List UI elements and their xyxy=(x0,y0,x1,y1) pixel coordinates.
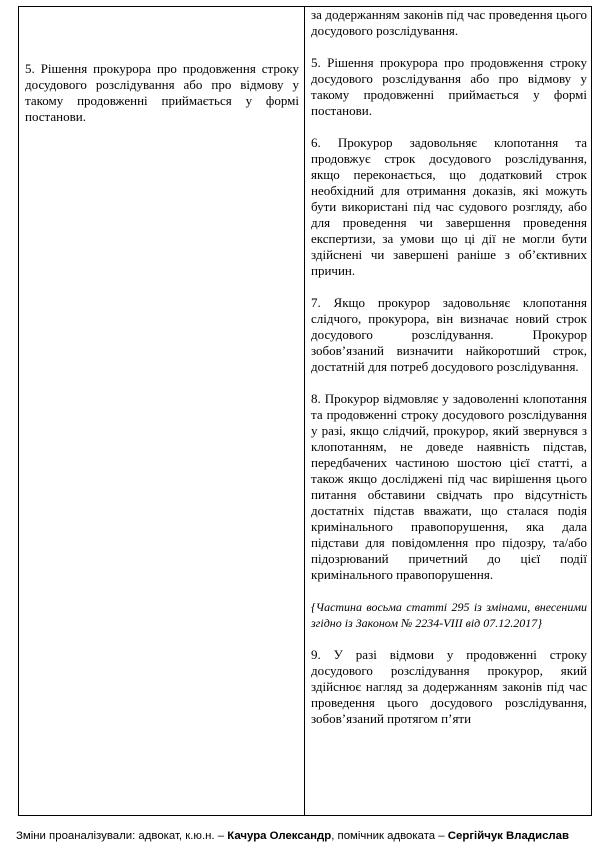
left-column xyxy=(25,61,299,125)
footer-name-1: Качура Олександр xyxy=(227,830,332,842)
footer-name-2: Сергійчук Владислав xyxy=(447,830,569,842)
right-paragraph-8: 8. Прокурор відмовляє у задоволенні клопотання та продовженні строку досудового розслідування у разі, якщо слідчий, прокурор, який звернувся з клопотанням, не доведе наявність підстав, передбачених частиною шостою цієї статті, а також якщо досліджені під час вирішення цього питання обставини свідчать про відсутність достатніх підстав вважати, що сталася подія кримінального правопорушення, яка дала підстави для повідомлення про підозру, та/або підозрюваний причетний до цієї події кримінального правопорушення. xyxy=(311,391,587,582)
footer-prefix: Зміни проаналізували: адвокат, к.ю.н. – xyxy=(16,830,228,842)
footer-middle: , помічник адвоката – xyxy=(331,830,448,842)
footer-credits xyxy=(16,830,596,842)
amendment-note: {Частина восьма статті 295 із змінами, внесеними згідно із Законом № 2234-VIII від 07.12.2017} xyxy=(311,600,587,630)
right-paragraph-5: 5. Рішення прокурора про продовження строку досудового розслідування або про відмову у такому продовженні приймається у формі постанови. xyxy=(311,55,587,118)
right-continuation: за додержанням законів під час проведення цього досудового розслідування. xyxy=(311,7,587,38)
right-paragraph-7: 7. Якщо прокурор задовольняє клопотання слідчого, прокурора, він визначає новий строк досудового розслідування. Прокурор зобов’язаний визначити найкоротший строк, достатній для потреб досудового розслідування. xyxy=(311,295,587,374)
left-paragraph-5: 5. Рішення прокурора про продовження строку досудового розслідування або про відмову у такому продовженні приймається у формі постанови. xyxy=(25,61,299,124)
right-column xyxy=(311,7,587,727)
column-divider xyxy=(304,7,305,815)
right-paragraph-6: 6. Прокурор задовольняє клопотання та продовжує строк досудового розслідування, якщо переконається, що додатковий строк необхідний для отримання доказів, які можуть бути використані під час судового розгляду, або для проведення чи завершення проведення експертизи, за умови що ці дії не могли бути здійснені чи завершені раніше з об’єктивних причин. xyxy=(311,135,587,278)
right-paragraph-9: 9. У разі відмови у продовженні строку досудового розслідування прокурор, який здійснює нагляд за додержанням законів під час проведення цього досудового розслідування, зобов’язаний протягом п’яти xyxy=(311,647,587,726)
comparison-table xyxy=(18,6,592,816)
